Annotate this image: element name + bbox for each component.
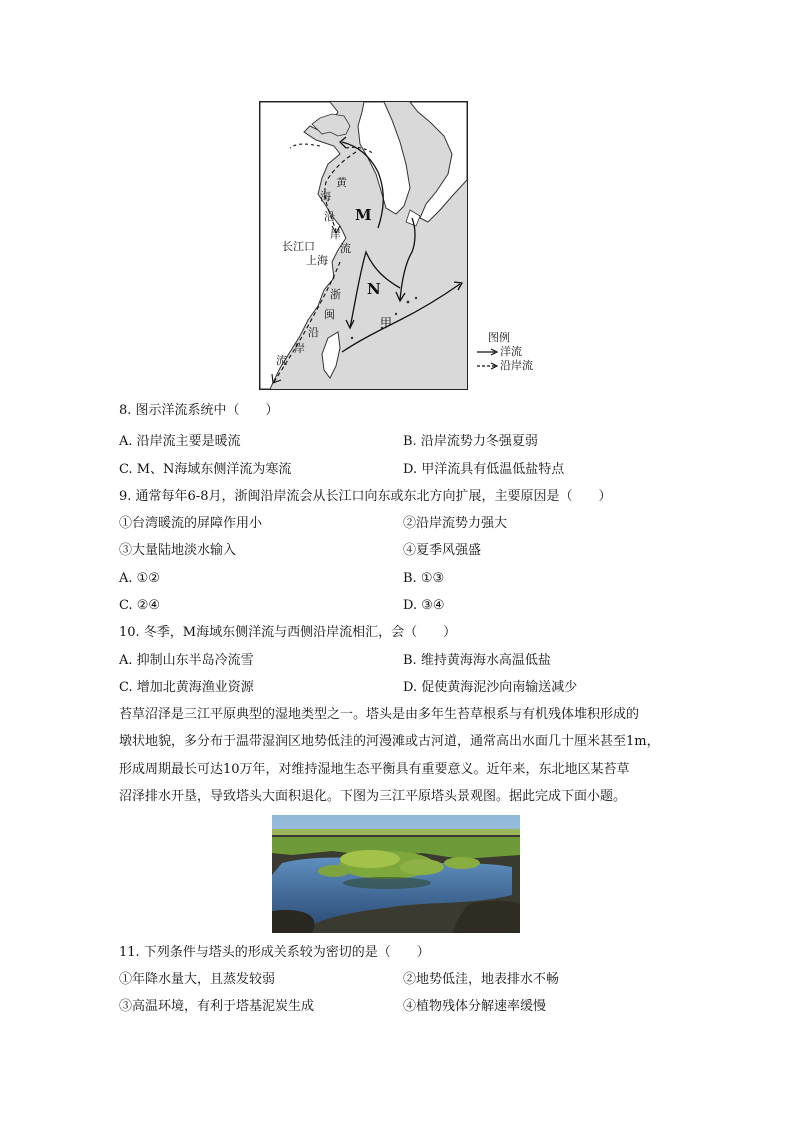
map-label-n: N (367, 280, 381, 298)
zhemin-char: 浙 (330, 288, 341, 301)
passage-line-2: 墩状地貌，多分布于温带湿润区地势低洼的河漫滩或古河道，通常高出水面几十厘米甚至1m， (119, 734, 660, 749)
zhemin-char: 岸 (294, 342, 305, 355)
q10-stem: 10. 冬季，M海域东侧洋流与西侧沿岸流相汇，会（ ） (119, 625, 457, 640)
q9-item-3: ③大量陆地淡水输入 (119, 543, 237, 558)
q8-option-c: C. M、N海域东侧洋流为寒流 (119, 462, 292, 477)
q11-item-3: ③高温环境，有利于塔基泥炭生成 (119, 999, 315, 1014)
q9-item-1: ①台湾暖流的屏障作用小 (119, 516, 263, 531)
legend-coastal-current (476, 359, 533, 373)
q11-item-4: ④植物残体分解速率缓慢 (403, 999, 547, 1014)
q9-option-a: A. ①② (119, 571, 160, 586)
q9-stem: 9. 通常每年6-8月，浙闽沿岸流会从长江口向东或东北方向扩展，主要原因是（ ） (119, 489, 612, 504)
q10-option-c: C. 增加北黄海渔业资源 (119, 680, 254, 695)
huanghai-char: 流 (340, 242, 351, 255)
q9-option-b: B. ①③ (403, 571, 445, 586)
q8-option-b: B. 沿岸流势力冬强夏弱 (403, 434, 538, 449)
solid-arrow-icon (476, 347, 500, 357)
huanghai-char: 黄 (336, 176, 347, 189)
passage-line-4: 沼泽排水开垦，导致塔头大面积退化。下图为三江平原塔头景观图。据此完成下面小题。 (119, 789, 627, 804)
q8-option-d: D. 甲洋流具有低温低盐特点 (403, 462, 565, 477)
huanghai-char: 岸 (330, 228, 341, 241)
passage-line-1: 苔草沼泽是三江平原典型的湿地类型之一。塔头是由多年生苔草根系与有机残体堆积形成的 (119, 707, 640, 722)
map-label-changjiang-kou: 长江口 (282, 240, 315, 253)
legend-ocean-current-label: 洋流 (500, 345, 522, 358)
passage-line-3: 形成周期最长可达10万年，对维持湿地生态平衡具有重要意义。近年来，东北地区某苔草 (119, 762, 630, 777)
zhemin-char: 闽 (324, 308, 335, 321)
map-label-m: M (355, 206, 372, 224)
q8-option-a: A. 沿岸流主要是暖流 (119, 434, 241, 449)
huanghai-char: 海 (320, 190, 331, 203)
q9-option-d: D. ③④ (403, 598, 445, 613)
q11-item-2: ②地势低洼，地表排水不畅 (403, 972, 560, 987)
q9-option-c: C. ②④ (119, 598, 161, 613)
dashed-arrow-icon (476, 361, 500, 371)
q11-stem: 11. 下列条件与塔头的形成关系较为密切的是（ ） (119, 945, 430, 960)
map-label-shanghai: 上海 (306, 254, 328, 267)
q11-item-1: ①年降水量大，且蒸发较弱 (119, 972, 276, 987)
q10-option-d: D. 促使黄海泥沙向南输送减少 (403, 680, 578, 695)
legend-ocean-current (476, 345, 533, 359)
zhemin-char: 沿 (308, 326, 319, 339)
huanghai-char: 沿 (324, 210, 335, 223)
q9-item-2: ②沿岸流势力强大 (403, 516, 508, 531)
q8-stem: 8. 图示洋流系统中（ ） (119, 403, 279, 418)
legend-title: 图例 (488, 331, 510, 344)
q10-option-a: A. 抑制山东半岛冷流雪 (119, 653, 254, 668)
ocean-current-map (259, 101, 468, 390)
map-legend (476, 331, 533, 373)
tussock-photo-drawing (272, 815, 520, 933)
q10-option-b: B. 维持黄海海水高温低盐 (403, 653, 551, 668)
map-label-jia: 甲 (380, 316, 393, 330)
zhemin-char: 流 (276, 354, 287, 367)
tussock-landscape-photo (272, 815, 520, 933)
q9-item-4: ④夏季风强盛 (403, 543, 482, 558)
legend-coastal-current-label: 沿岸流 (500, 359, 533, 372)
